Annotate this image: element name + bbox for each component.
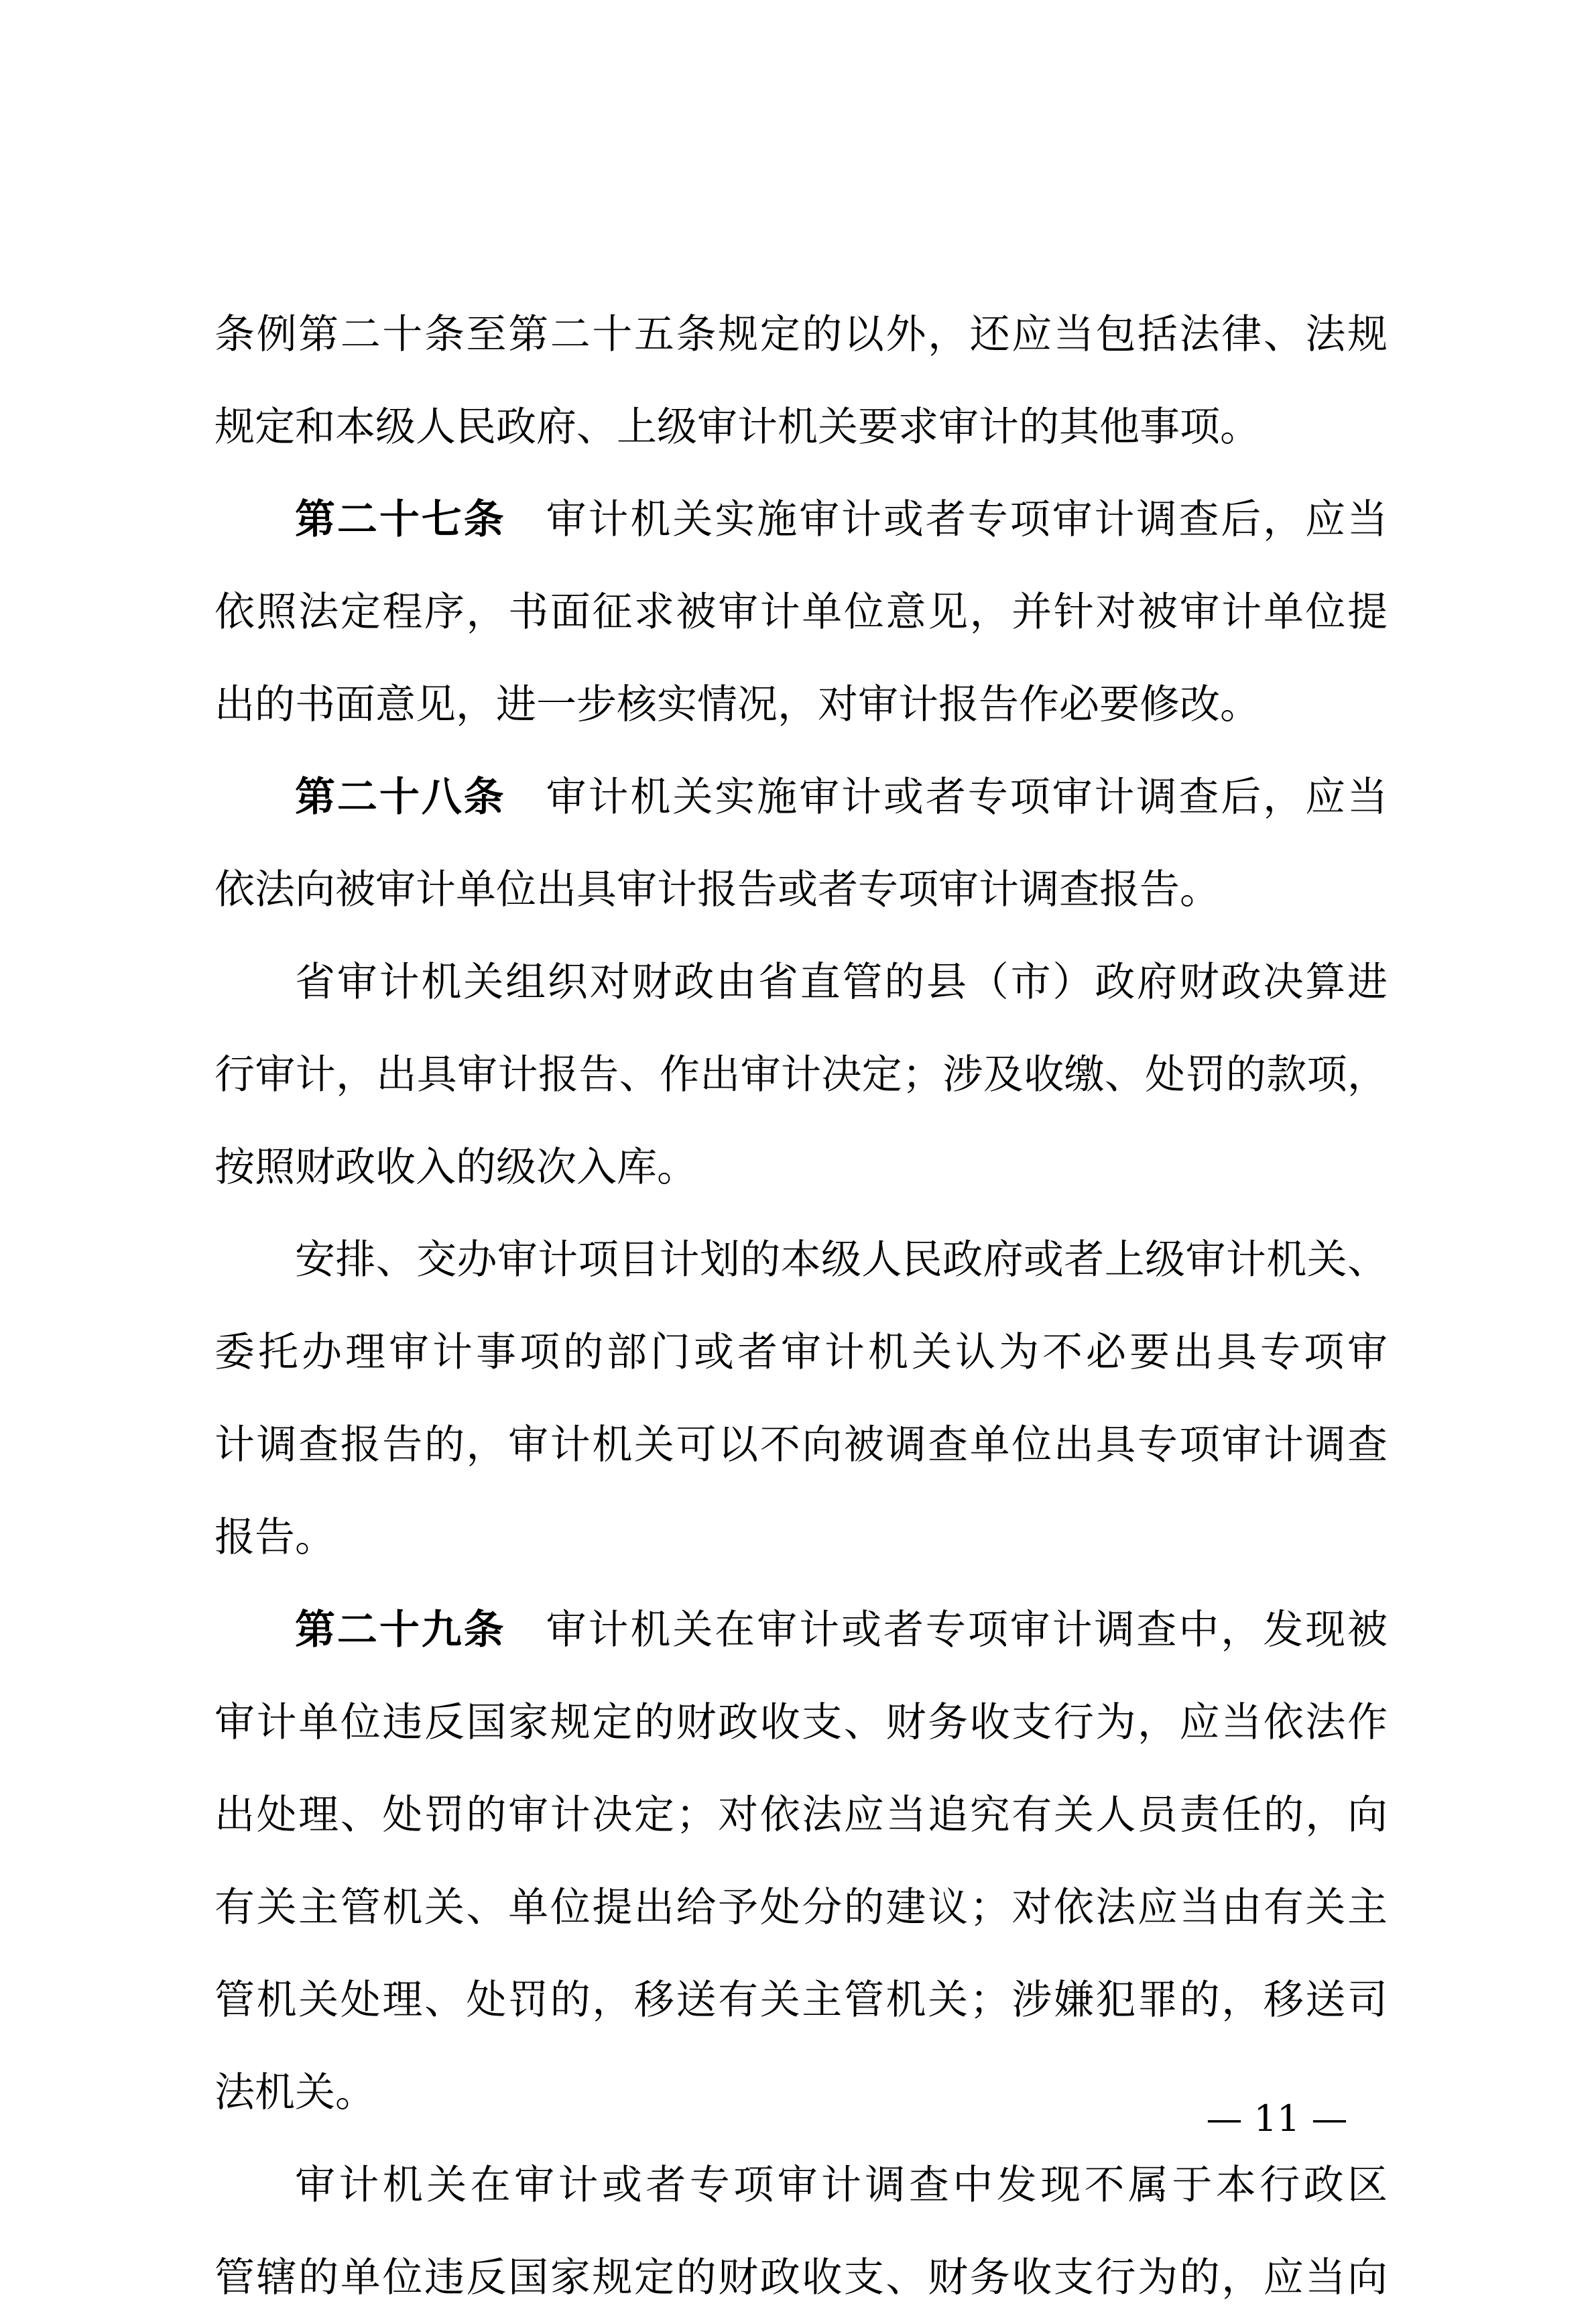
line-text: 审计机关在审计或者专项审计调查中，发现被 <box>546 1607 1388 1653</box>
text-line <box>214 381 1388 473</box>
text-line <box>214 1214 1388 1306</box>
line-text: 审计单位违反国家规定的财政收支、财务收支行为，应当依法作 <box>214 1699 1388 1746</box>
line-text: 依法向被审计单位出具审计报告或者专项审计调查报告。 <box>214 866 1220 913</box>
line-text: 依照法定程序，书面征求被审计单位意见，并针对被审计单位提 <box>214 589 1388 636</box>
text-line <box>214 936 1388 1029</box>
text-line <box>214 1399 1388 1491</box>
text-line <box>214 1769 1388 1861</box>
text-line <box>214 1584 1388 1676</box>
line-text: 省审计机关组织对财政由省直管的县（市）政府财政决算进 <box>295 959 1388 1006</box>
line-text: 规定和本级人民政府、上级审计机关要求审计的其他事项。 <box>214 404 1260 451</box>
article-heading: 第二十七条 <box>295 496 506 543</box>
text-line <box>214 1029 1388 1121</box>
line-text: 管辖的单位违反国家规定的财政收支、财务收支行为的，应当向 <box>214 2254 1388 2301</box>
text-line <box>214 1121 1388 1214</box>
page-number: — 11 — <box>1206 2097 1348 2140</box>
text-line <box>214 751 1388 844</box>
text-line <box>214 1306 1388 1399</box>
line-text: 管机关处理、处罚的，移送有关主管机关；涉嫌犯罪的，移送司 <box>214 1977 1388 2024</box>
text-line <box>214 658 1388 751</box>
line-text: 有关主管机关、单位提出给予处分的建议；对依法应当由有关主 <box>214 1884 1388 1931</box>
line-text: 审计机关在审计或者专项审计调查中发现不属于本行政区 <box>295 2162 1388 2209</box>
text-line <box>214 1491 1388 1584</box>
line-text: 审计机关实施审计或者专项审计调查后，应当 <box>546 774 1388 821</box>
text-line <box>214 2231 1388 2324</box>
line-text: 委托办理审计事项的部门或者审计机关认为不必要出具专项审 <box>214 1329 1388 1376</box>
line-text: 按照财政收入的级次入库。 <box>214 1144 697 1191</box>
line-text: 出处理、处罚的审计决定；对依法应当追究有关人员责任的，向 <box>214 1792 1388 1839</box>
document-body <box>214 288 1388 2324</box>
line-text: 审计机关实施审计或者专项审计调查后，应当 <box>546 496 1388 543</box>
text-line <box>214 1861 1388 1954</box>
article-heading: 第二十八条 <box>295 774 506 821</box>
text-line <box>214 1676 1388 1769</box>
text-line <box>214 288 1388 381</box>
line-text: 安排、交办审计项目计划的本级人民政府或者上级审计机关、 <box>295 1236 1388 1283</box>
text-line <box>214 2139 1388 2231</box>
text-line <box>214 566 1388 658</box>
line-text: 计调查报告的，审计机关可以不向被调查单位出具专项审计调查 <box>214 1421 1388 1468</box>
line-text: 条例第二十条至第二十五条规定的以外，还应当包括法律、法规 <box>214 311 1388 358</box>
line-text: 行审计，出具审计报告、作出审计决定；涉及收缴、处罚的款项， <box>214 1051 1388 1098</box>
text-line <box>214 1954 1388 2046</box>
line-text: 出的书面意见，进一步核实情况，对审计报告作必要修改。 <box>214 681 1260 728</box>
text-line <box>214 844 1388 936</box>
line-text: 法机关。 <box>214 2069 375 2116</box>
line-text: 报告。 <box>214 1514 335 1561</box>
article-heading: 第二十九条 <box>295 1607 506 1653</box>
text-line <box>214 473 1388 566</box>
